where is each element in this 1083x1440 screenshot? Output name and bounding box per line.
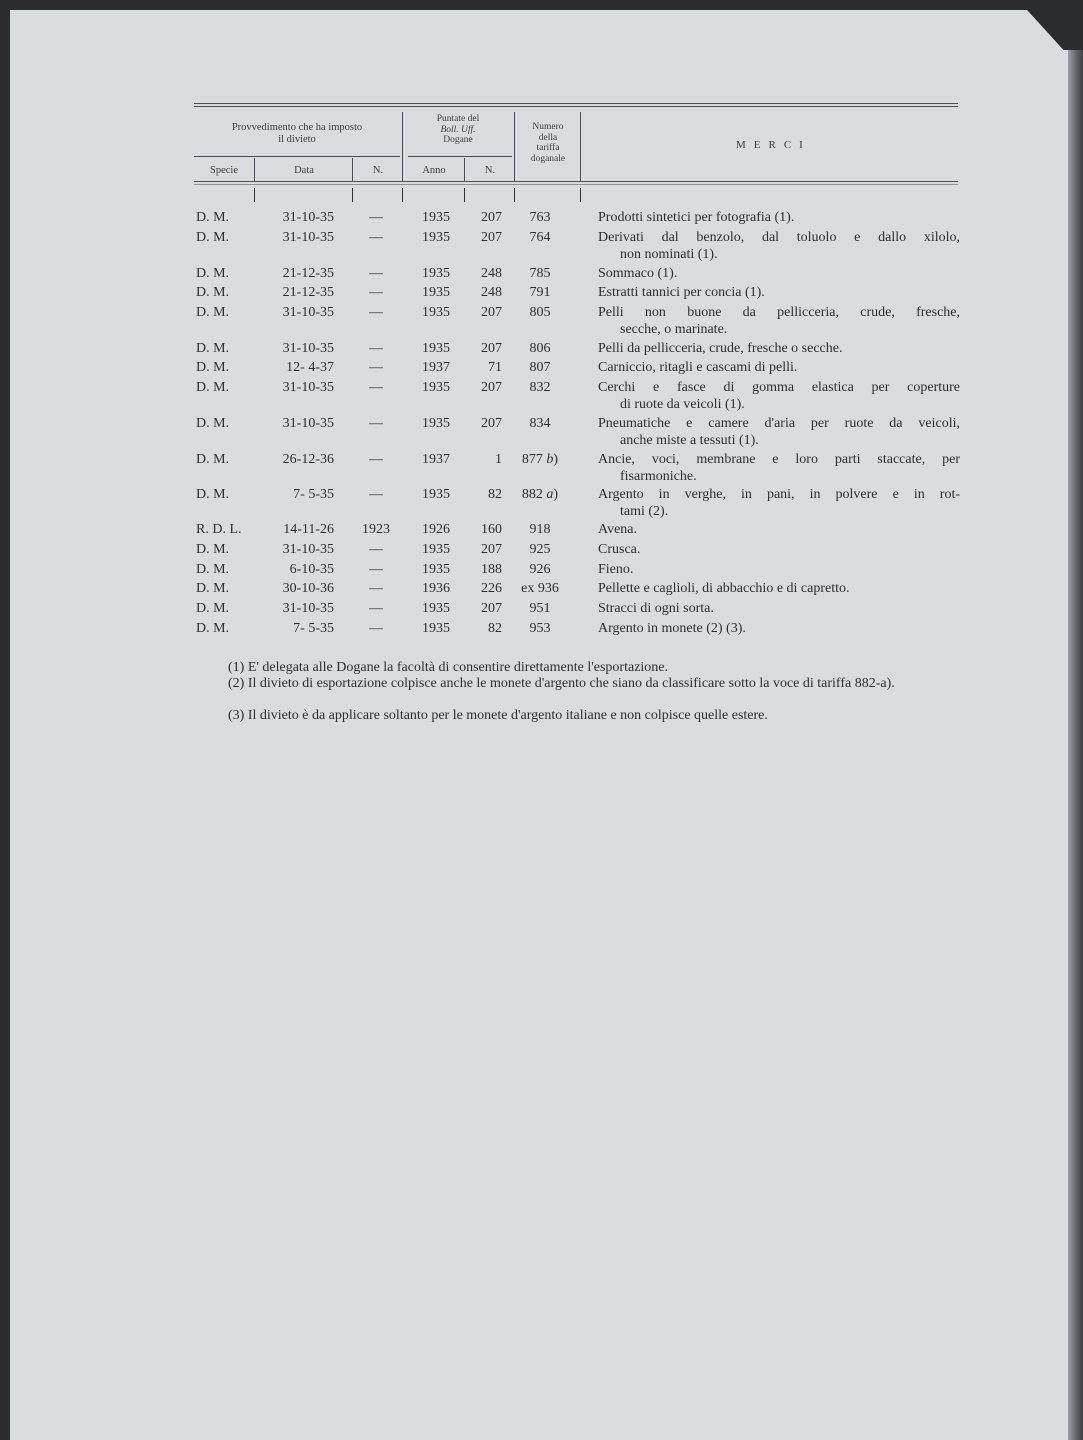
cell-boll-n: 248 [481, 266, 502, 281]
cell-specie: R. D. L. [196, 522, 242, 537]
cell-n: — [369, 487, 383, 502]
cell-anno: 1935 [422, 542, 450, 557]
header-divider-5 [352, 158, 353, 182]
cell-specie: D. M. [196, 230, 230, 245]
cell-tariffa: 805 [529, 305, 551, 320]
cell-n: — [369, 230, 383, 245]
cell-anno: 1935 [422, 305, 450, 320]
cell-merce: Pelli da pellicceria, crude, fresche o secche. [598, 341, 843, 356]
column-tick [514, 188, 515, 202]
cell-merce-continuation: secche, o marinate. [620, 322, 728, 337]
cell-tariffa: 764 [529, 230, 551, 245]
header-mid-rule-2 [408, 156, 512, 157]
cell-specie: D. M. [196, 562, 230, 577]
cell-data: 31-10-35 [282, 230, 334, 245]
cell-merce: Argento in monete (2) (3). [598, 621, 746, 636]
header-provvedimento: Provvedimento che ha imposto il divieto [231, 122, 363, 145]
cell-data: 7- 5-35 [293, 621, 334, 636]
header-divider-2 [514, 112, 515, 182]
cell-n: — [369, 562, 383, 577]
cell-n: 1923 [362, 522, 390, 537]
column-tick [580, 188, 581, 202]
cell-merce-continuation: non nominati (1). [620, 247, 718, 262]
cell-specie: D. M. [196, 621, 230, 636]
column-tick [402, 188, 403, 202]
cell-n: — [369, 341, 383, 356]
cell-data: 6-10-35 [289, 562, 334, 577]
header-data: Data [294, 165, 314, 176]
cell-merce: Ancie, voci, membrane e loro parti staccate, per [598, 452, 960, 467]
header-numero-tariffa: Numero della tariffa doganale [530, 122, 566, 164]
cell-tariffa: 953 [529, 621, 551, 636]
header-divider-6 [464, 158, 465, 182]
header-mid-rule-1 [194, 156, 400, 157]
cell-merce: Carniccio, ritagli e cascami di pelli. [598, 360, 798, 375]
cell-boll-n: 160 [481, 522, 502, 537]
cell-n: — [369, 380, 383, 395]
cell-anno: 1937 [422, 452, 450, 467]
cell-merce: Stracci di ogni sorta. [598, 601, 714, 616]
header-divider-1 [402, 112, 403, 182]
cell-tariffa: 882 a) [521, 487, 559, 502]
cell-boll-n: 226 [481, 581, 502, 596]
cell-specie: D. M. [196, 210, 230, 225]
cell-tariffa: 877 b) [521, 452, 559, 467]
cell-n: — [369, 621, 383, 636]
cell-specie: D. M. [196, 380, 230, 395]
header-n: N. [372, 165, 384, 176]
cell-anno: 1935 [422, 380, 450, 395]
cell-boll-n: 207 [481, 305, 502, 320]
header-bottom-rule [194, 181, 958, 182]
cell-tariffa: 925 [529, 542, 551, 557]
cell-merce: Argento in verghe, in pani, in polvere e in rot- [598, 487, 960, 502]
cell-tariffa: 806 [529, 341, 551, 356]
cell-merce: Derivati dal benzolo, dal toluolo e dallo xilolo, [598, 230, 960, 245]
cell-tariffa: 807 [529, 360, 551, 375]
cell-specie: D. M. [196, 341, 230, 356]
cell-n: — [369, 266, 383, 281]
cell-data: 31-10-35 [282, 210, 334, 225]
cell-boll-n: 188 [481, 562, 502, 577]
column-tick [254, 188, 255, 202]
cell-merce-continuation: anche miste a tessuti (1). [620, 433, 759, 448]
cell-n: — [369, 416, 383, 431]
cell-merce: Pneumatiche e camere d'aria per ruote da veicoli, [598, 416, 960, 431]
cell-n: — [369, 305, 383, 320]
cell-anno: 1935 [422, 230, 450, 245]
cell-boll-n: 207 [481, 601, 502, 616]
cell-data: 31-10-35 [282, 341, 334, 356]
cell-boll-n: 1 [495, 452, 502, 467]
cell-tariffa: ex 936 [521, 581, 559, 596]
header-divider-4 [254, 158, 255, 182]
cell-specie: D. M. [196, 360, 230, 375]
cell-anno: 1935 [422, 210, 450, 225]
cell-specie: D. M. [196, 266, 230, 281]
cell-anno: 1937 [422, 360, 450, 375]
cell-merce-continuation: tami (2). [620, 504, 669, 519]
cell-merce: Prodotti sintetici per fotografia (1). [598, 210, 795, 225]
cell-specie: D. M. [196, 581, 230, 596]
cell-data: 30-10-36 [282, 581, 334, 596]
header-n2: N. [484, 165, 496, 176]
cell-tariffa: 785 [529, 266, 551, 281]
footnote-2: (2) Il divieto di esportazione colpisce anche le monete d'argento che siano da classificare sotto la voce di tariffa 882-a). [228, 676, 895, 691]
cell-tariffa: 834 [529, 416, 551, 431]
cell-tariffa: 951 [529, 601, 551, 616]
header-specie: Specie [210, 165, 238, 176]
cell-tariffa: 763 [529, 210, 551, 225]
cell-specie: D. M. [196, 285, 230, 300]
cell-data: 21-12-35 [282, 266, 334, 281]
cell-boll-n: 207 [481, 542, 502, 557]
cell-merce: Sommaco (1). [598, 266, 678, 281]
cell-n: — [369, 542, 383, 557]
header-divider-3 [580, 112, 581, 182]
cell-merce: Cerchi e fasce di gomma elastica per coperture [598, 380, 960, 395]
cell-data: 12- 4-37 [286, 360, 334, 375]
cell-boll-n: 71 [488, 360, 502, 375]
cell-data: 31-10-35 [282, 601, 334, 616]
cell-merce: Crusca. [598, 542, 641, 557]
cell-n: — [369, 452, 383, 467]
cell-merce: Fieno. [598, 562, 634, 577]
header-merci: MERCI [736, 139, 811, 151]
cell-boll-n: 207 [481, 230, 502, 245]
cell-data: 31-10-35 [282, 542, 334, 557]
cell-anno: 1935 [422, 285, 450, 300]
cell-anno: 1935 [422, 621, 450, 636]
cell-n: — [369, 581, 383, 596]
cell-n: — [369, 285, 383, 300]
cell-tariffa: 918 [529, 522, 551, 537]
cell-data: 14-11-26 [283, 522, 334, 537]
cell-tariffa: 832 [529, 380, 551, 395]
cell-data: 7- 5-35 [293, 487, 334, 502]
header-bottom-rule-2 [194, 184, 958, 185]
cell-specie: D. M. [196, 416, 230, 431]
footnote-1: (1) E' delegata alle Dogane la facoltà di consentire direttamente l'esportazione. [228, 660, 669, 675]
cell-merce-continuation: fisarmoniche. [620, 469, 697, 484]
cell-boll-n: 207 [481, 341, 502, 356]
header-anno: Anno [422, 165, 446, 176]
cell-boll-n: 207 [481, 416, 502, 431]
cell-merce: Avena. [598, 522, 637, 537]
cell-anno: 1926 [422, 522, 450, 537]
cell-data: 26-12-36 [282, 452, 334, 467]
cell-tariffa: 926 [529, 562, 551, 577]
cell-anno: 1935 [422, 416, 450, 431]
header-top-rule-2 [194, 106, 958, 107]
cell-specie: D. M. [196, 487, 230, 502]
cell-specie: D. M. [196, 452, 230, 467]
cell-anno: 1935 [422, 266, 450, 281]
cell-specie: D. M. [196, 601, 230, 616]
cell-n: — [369, 360, 383, 375]
column-tick [352, 188, 353, 202]
cell-data: 31-10-35 [282, 416, 334, 431]
cell-tariffa: 791 [529, 285, 551, 300]
cell-merce: Estratti tannici per concia (1). [598, 285, 765, 300]
cell-anno: 1936 [422, 581, 450, 596]
cell-data: 31-10-35 [282, 380, 334, 395]
cell-boll-n: 207 [481, 380, 502, 395]
cell-data: 21-12-35 [282, 285, 334, 300]
cell-n: — [369, 210, 383, 225]
column-tick [464, 188, 465, 202]
cell-data: 31-10-35 [282, 305, 334, 320]
cell-specie: D. M. [196, 305, 230, 320]
cell-boll-n: 82 [488, 487, 502, 502]
cell-boll-n: 82 [488, 621, 502, 636]
header-top-rule [194, 103, 958, 104]
cell-merce: Pellette e caglioli, di abbacchio e di capretto. [598, 581, 850, 596]
cell-anno: 1935 [422, 601, 450, 616]
cell-merce-continuation: di ruote da veicoli (1). [620, 397, 745, 412]
cell-boll-n: 207 [481, 210, 502, 225]
cell-anno: 1935 [422, 341, 450, 356]
cell-anno: 1935 [422, 562, 450, 577]
header-puntate: Puntate del Boll. Uff. Dogane [436, 114, 480, 145]
cell-anno: 1935 [422, 487, 450, 502]
cell-specie: D. M. [196, 542, 230, 557]
cell-boll-n: 248 [481, 285, 502, 300]
cell-merce: Pelli non buone da pellicceria, crude, fresche, [598, 305, 960, 320]
footnote-3: (3) Il divieto è da applicare soltanto per le monete d'argento italiane e non colpisce quelle estere. [228, 708, 768, 723]
cell-n: — [369, 601, 383, 616]
